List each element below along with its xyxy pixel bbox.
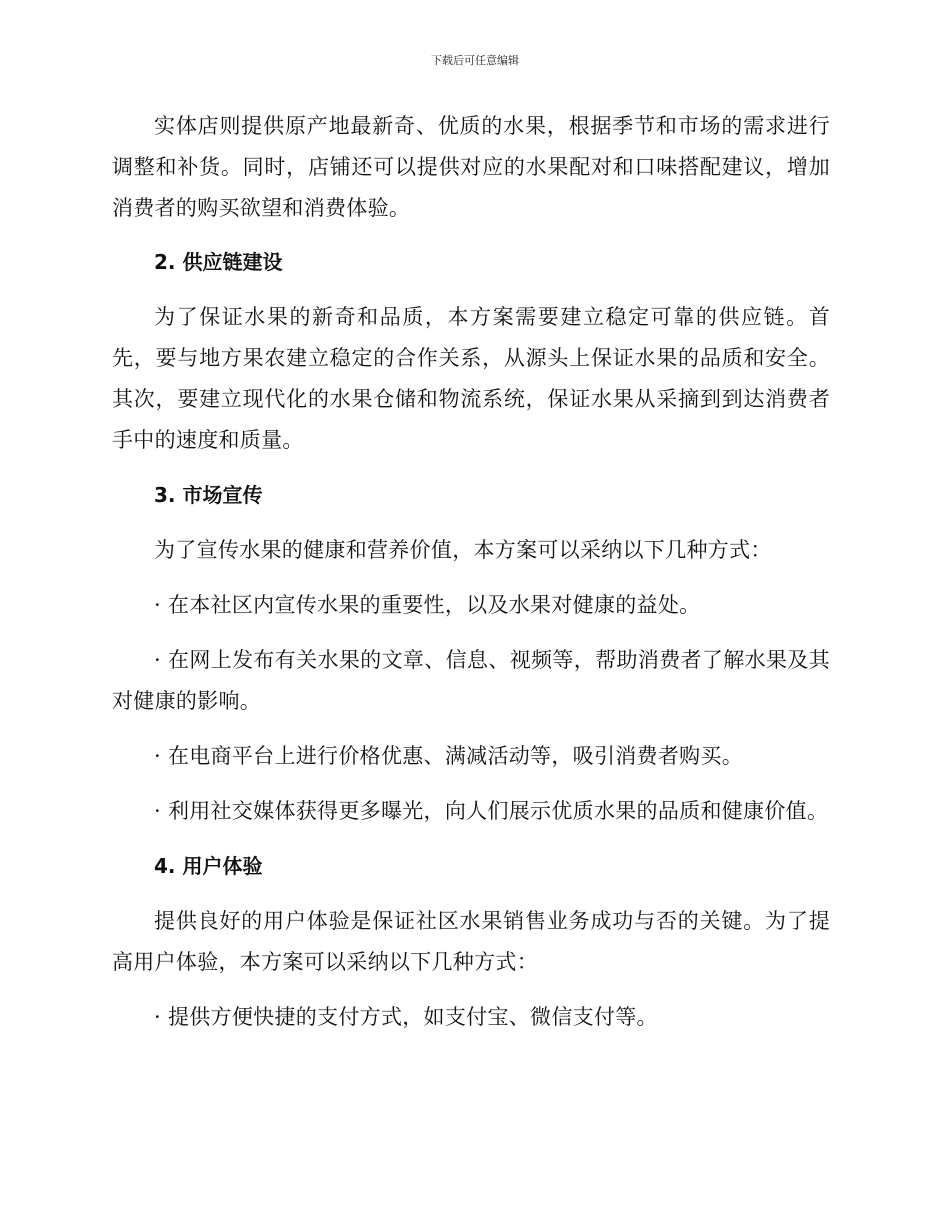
paragraph-user-experience: 提供良好的用户体验是保证社区水果销售业务成功与否的关键。为了提高用户体验，本方案可以采纳以下几种方式： — [112, 909, 830, 974]
bullet-payment-methods: · 提供方便快捷的支付方式，如支付宝、微信支付等。 — [154, 1005, 658, 1029]
bullet-community-promotion: · 在本社区内宣传水果的重要性，以及水果对健康的益处。 — [154, 593, 701, 617]
page-header: 下载后可任意编辑 — [431, 54, 519, 67]
bullet-online-content: · 在网上发布有关水果的文章、信息、视频等，帮助消费者了解水果及其对健康的影响。 — [112, 648, 830, 713]
paragraph-physical-store: 实体店则提供原产地最新奇、优质的水果，根据季节和市场的需求进行调整和补货。同时，店铺还可以提供对应的水果配对和口味搭配建议，增加消费者的购买欲望和消费体验。 — [112, 114, 830, 220]
paragraph-supply-chain: 为了保证水果的新奇和品质，本方案需要建立稳定可靠的供应链。首先，要与地方果农建立稳定的合作关系，从源头上保证水果的品质和安全。其次，要建立现代化的水果仓储和物流系统，保证水果从采摘到到达消费者手中的速度和质量。 — [112, 305, 830, 452]
bullet-social-media: · 利用社交媒体获得更多曝光，向人们展示优质水果的品质和健康价值。 — [154, 799, 829, 823]
heading-user-experience: 4. 用户体验 — [154, 854, 263, 878]
heading-marketing: 3. 市场宣传 — [154, 483, 263, 507]
paragraph-marketing-intro: 为了宣传水果的健康和营养价值，本方案可以采纳以下几种方式： — [154, 538, 772, 562]
document-body — [112, 106, 830, 1038]
heading-supply-chain: 2. 供应链建设 — [154, 250, 283, 274]
bullet-ecommerce-discounts: · 在电商平台上进行价格优惠、满减活动等，吸引消费者购买。 — [154, 744, 744, 768]
